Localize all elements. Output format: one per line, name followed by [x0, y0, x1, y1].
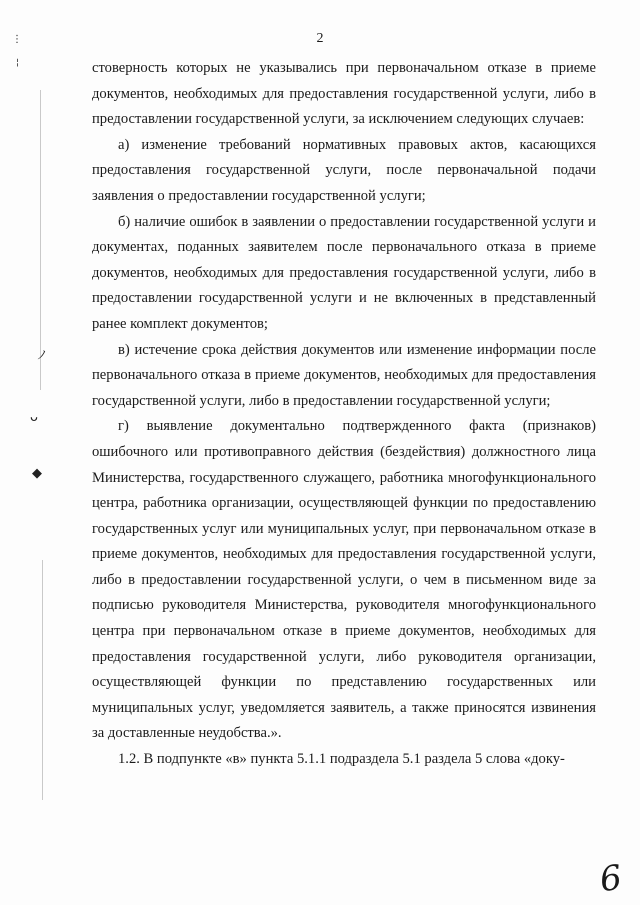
paragraph-1-2: 1.2. В подпункте «в» пункта 5.1.1 подраздела 5.1 раздела 5 слова «доку-: [118, 751, 565, 768]
scan-edge-line: [40, 90, 41, 390]
body-text: [92, 56, 596, 773]
paragraph-continuation: стоверность которых не указывались при первоначальном отказе в приеме документов, необходимых для предоставления государственной услуги, либо в предоставлении государственной услуги, за исключением следующих случаев:: [92, 60, 596, 128]
scan-speck: ¦: [16, 58, 20, 68]
scan-speck: ⋮: [12, 34, 22, 45]
scan-speck: ᴗ: [30, 410, 38, 425]
scan-edge-line: [42, 560, 43, 800]
page-number: 2: [316, 31, 324, 46]
scan-speck: ノ: [36, 348, 49, 362]
paragraph-item-b: б) наличие ошибок в заявлении о предоставлении государственной услуги и документах, поданных заявителем после первоначального отказа в приеме документов, необходимых для предоставления государственной услуги, либо в предоставлении государственной услуги и не включенных в представленный ранее комплект документов;: [92, 213, 596, 332]
paragraph-item-a: а) изменение требований нормативных правовых актов, касающихся предоставления государственной услуги, после первоначальной подачи заявления о предоставлении государственной услуги;: [92, 136, 596, 204]
scan-speck: ◆: [32, 466, 42, 481]
paragraph-item-v: в) истечение срока действия документов или изменение информации после первоначального отказа в приеме документов, необходимых для предоставления государственной услуги, либо в предоставлении государственной услуги;: [92, 341, 596, 409]
paragraph-item-g: г) выявление документально подтвержденного факта (признаков) ошибочного или противоправного действия (бездействия) должностного лица Министерства, государственного служащего, работника многофункционального центра, работника организации, осуществляющей функции по предоставлению государственных услуг или муниципальных услуг, при первоначальном отказе в приеме документов, необходимых для предоставления государственной услуги, либо в предоставлении государственной услуги, о чем в письменном виде за подписью руководителя Министерства, руководителя многофункционального центра при первоначальном отказе в приеме документов, необходимых для предоставления государственной услуги, либо руководителя организации, осуществляющей функции по представлению государственных или муниципальных услуг, уведомляется заявитель, а также приносятся извинения за доставленные неудобства.».: [92, 418, 596, 742]
handwritten-page-mark: 6: [597, 857, 625, 901]
